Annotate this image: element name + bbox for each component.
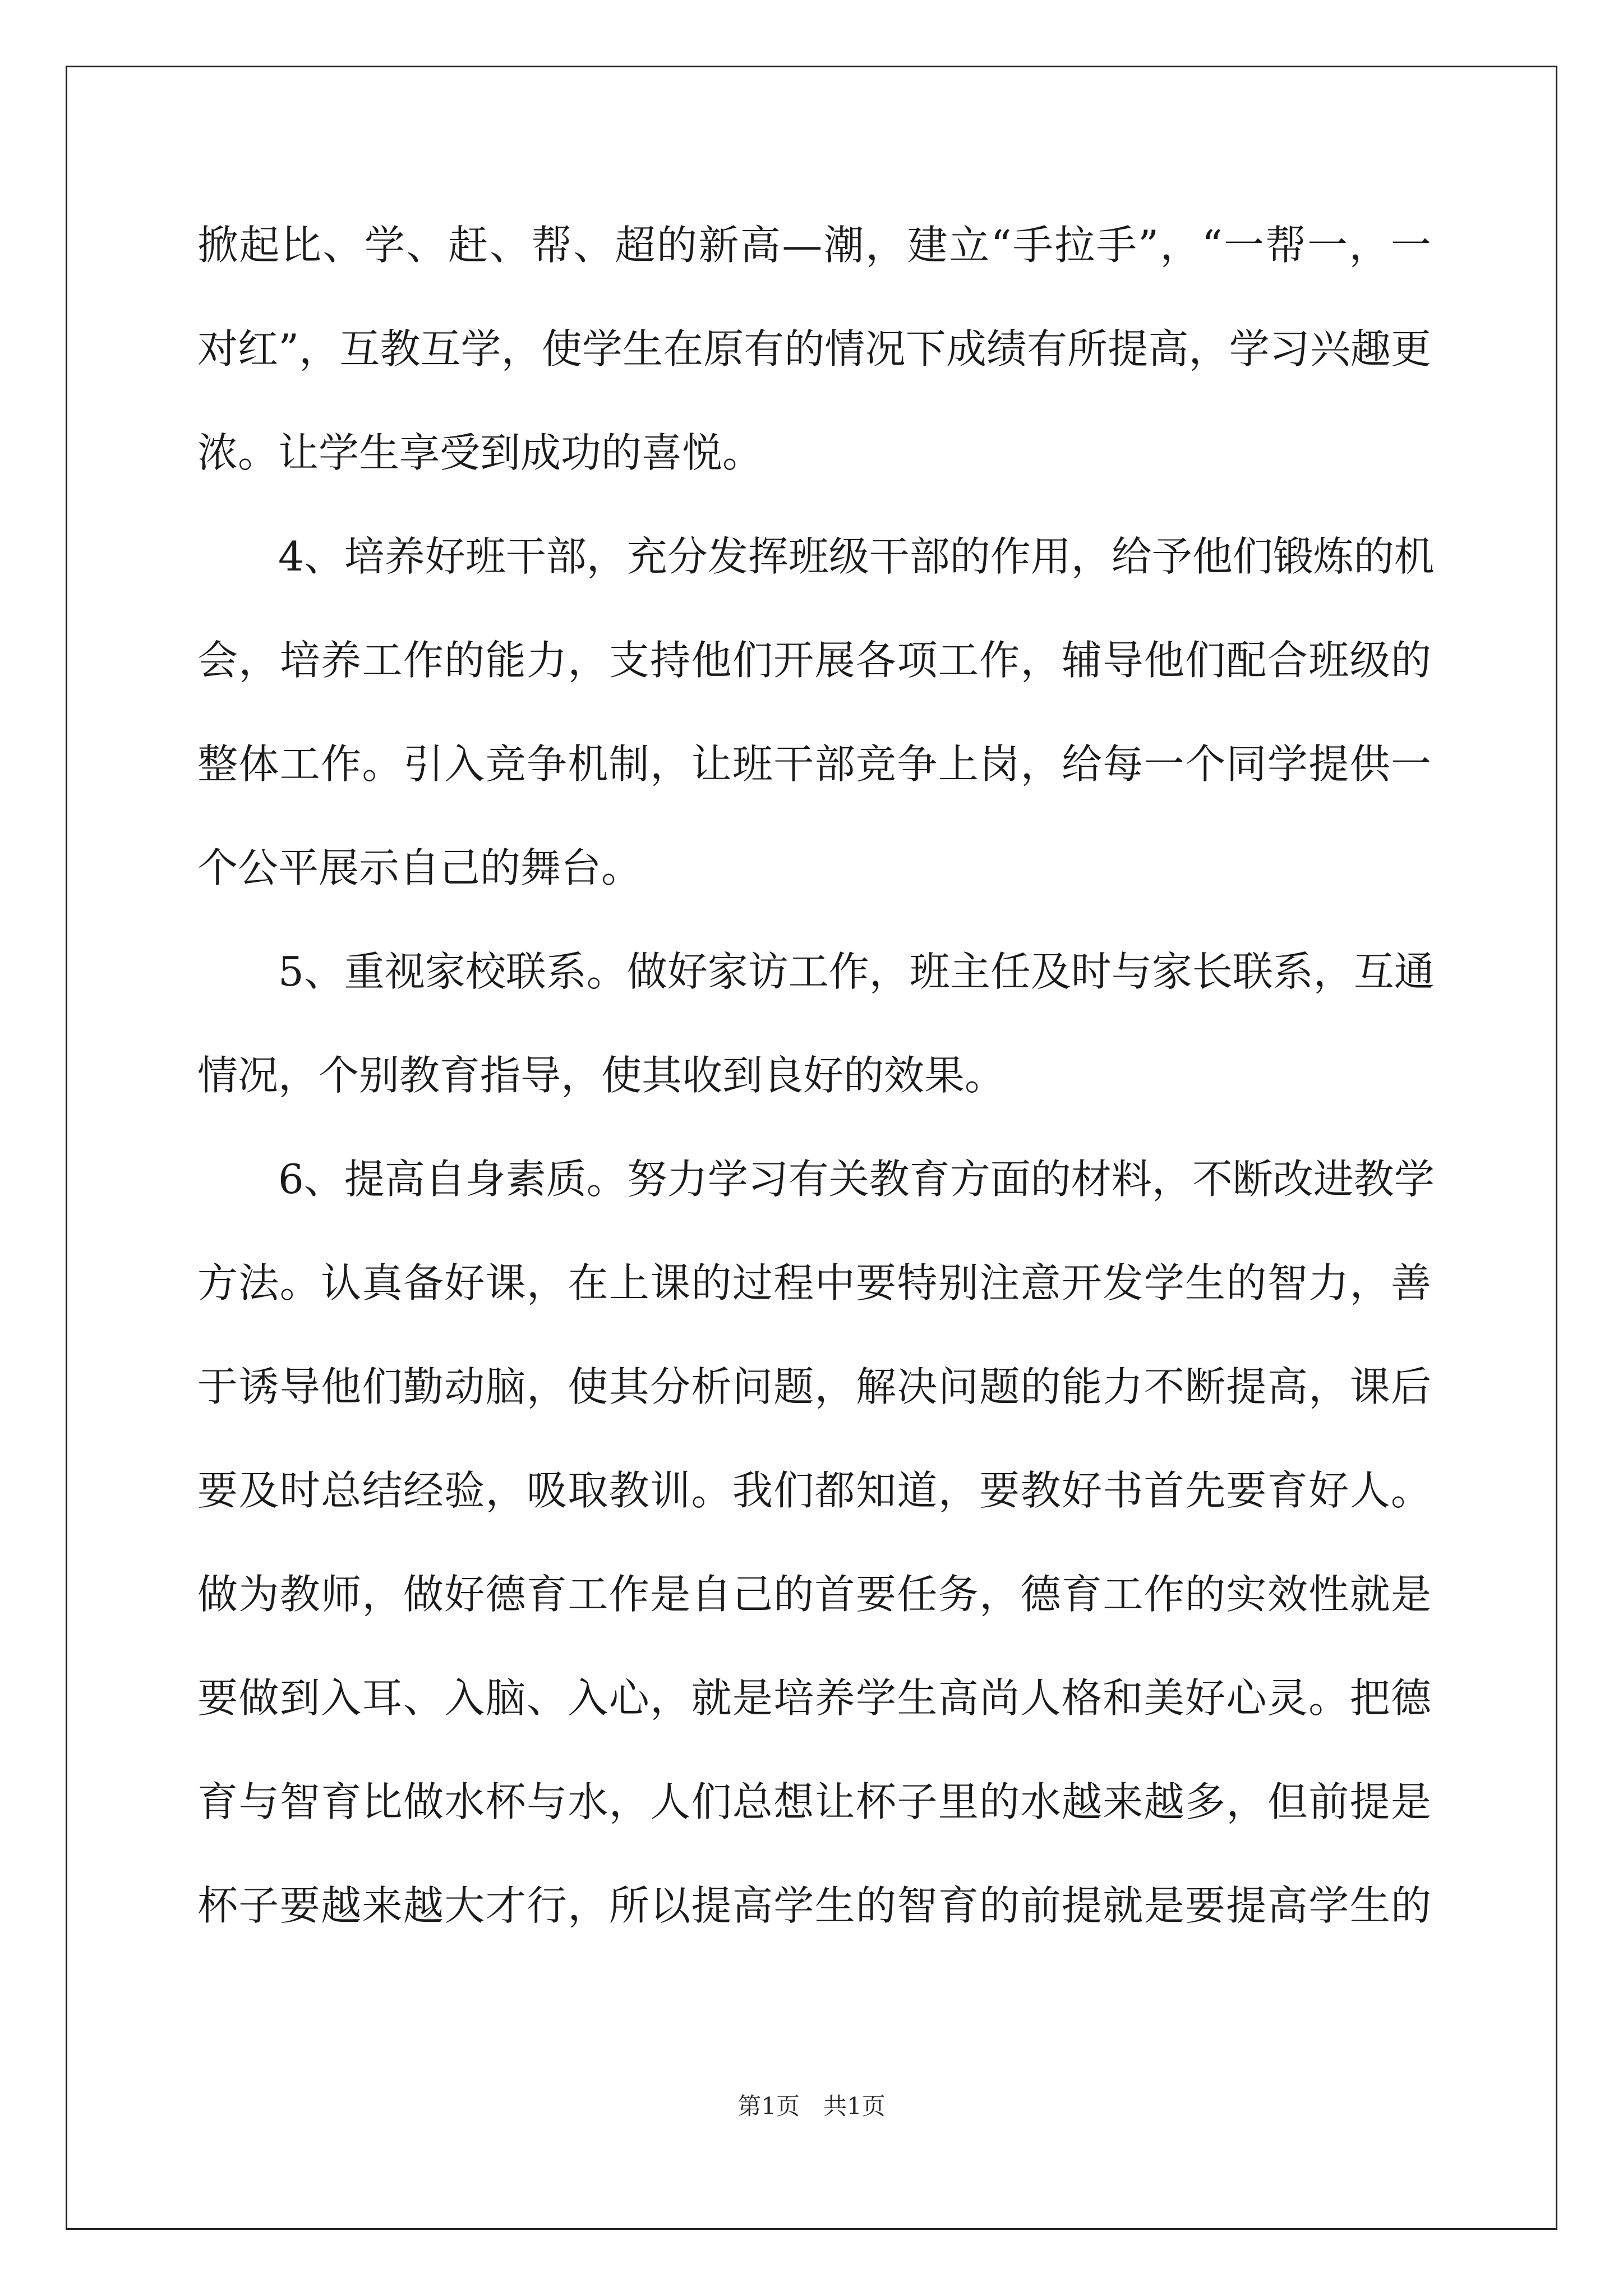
document-body [197,194,1435,1958]
text-line: 做为教师，做好德育工作是自己的首要任务，德育工作的实效性就是 [197,1571,1431,1618]
page-footer: 第1页 共1页 [737,2092,886,2120]
text-line: 要及时总结经验，吸取教训。我们都知道，要教好书首先要育好人。 [197,1467,1431,1514]
text-line: 整体工作。引入竞争机制，让班干部竞争上岗，给每一个同学提供一 [197,740,1431,788]
text-line: 6、提高自身素质。努力学习有关教育方面的材料，不断改进教学 [197,1156,1435,1203]
text-line: 浓。让学生享受到成功的喜悦。 [197,429,763,476]
text-line: 5、重视家校联系。做好家访工作，班主任及时与家长联系，互通 [197,948,1435,995]
text-line: 于诱导他们勤动脑，使其分析问题，解决问题的能力不断提高，课后 [197,1363,1431,1410]
text-line: 会，培养工作的能力，支持他们开展各项工作，辅导他们配合班级的 [197,637,1431,684]
text-line: 方法。认真备好课，在上课的过程中要特别注意开发学生的智力，善 [197,1259,1431,1306]
text-line: 掀起比、学、赶、帮、超的新高—潮，建立“手拉手”，“一帮一，一 [197,222,1431,269]
text-line: 情况，个别教育指导，使其收到良好的效果。 [197,1052,1006,1099]
text-line: 对红”，互教互学，使学生在原有的情况下成绩有所提高，学习兴趣更 [197,325,1431,372]
text-line: 育与智育比做水杯与水，人们总想让杯子里的水越来越多，但前提是 [197,1778,1431,1825]
text-line: 杯子要越来越大才行，所以提高学生的智育的前提就是要提高学生的 [197,1882,1431,1929]
text-line: 要做到入耳、入脑、入心，就是培养学生高尚人格和美好心灵。把德 [197,1674,1431,1722]
text-line: 个公平展示自己的舞台。 [197,844,642,891]
text-line: 4、培养好班干部，充分发挥班级干部的作用，给予他们锻炼的机 [197,533,1435,580]
